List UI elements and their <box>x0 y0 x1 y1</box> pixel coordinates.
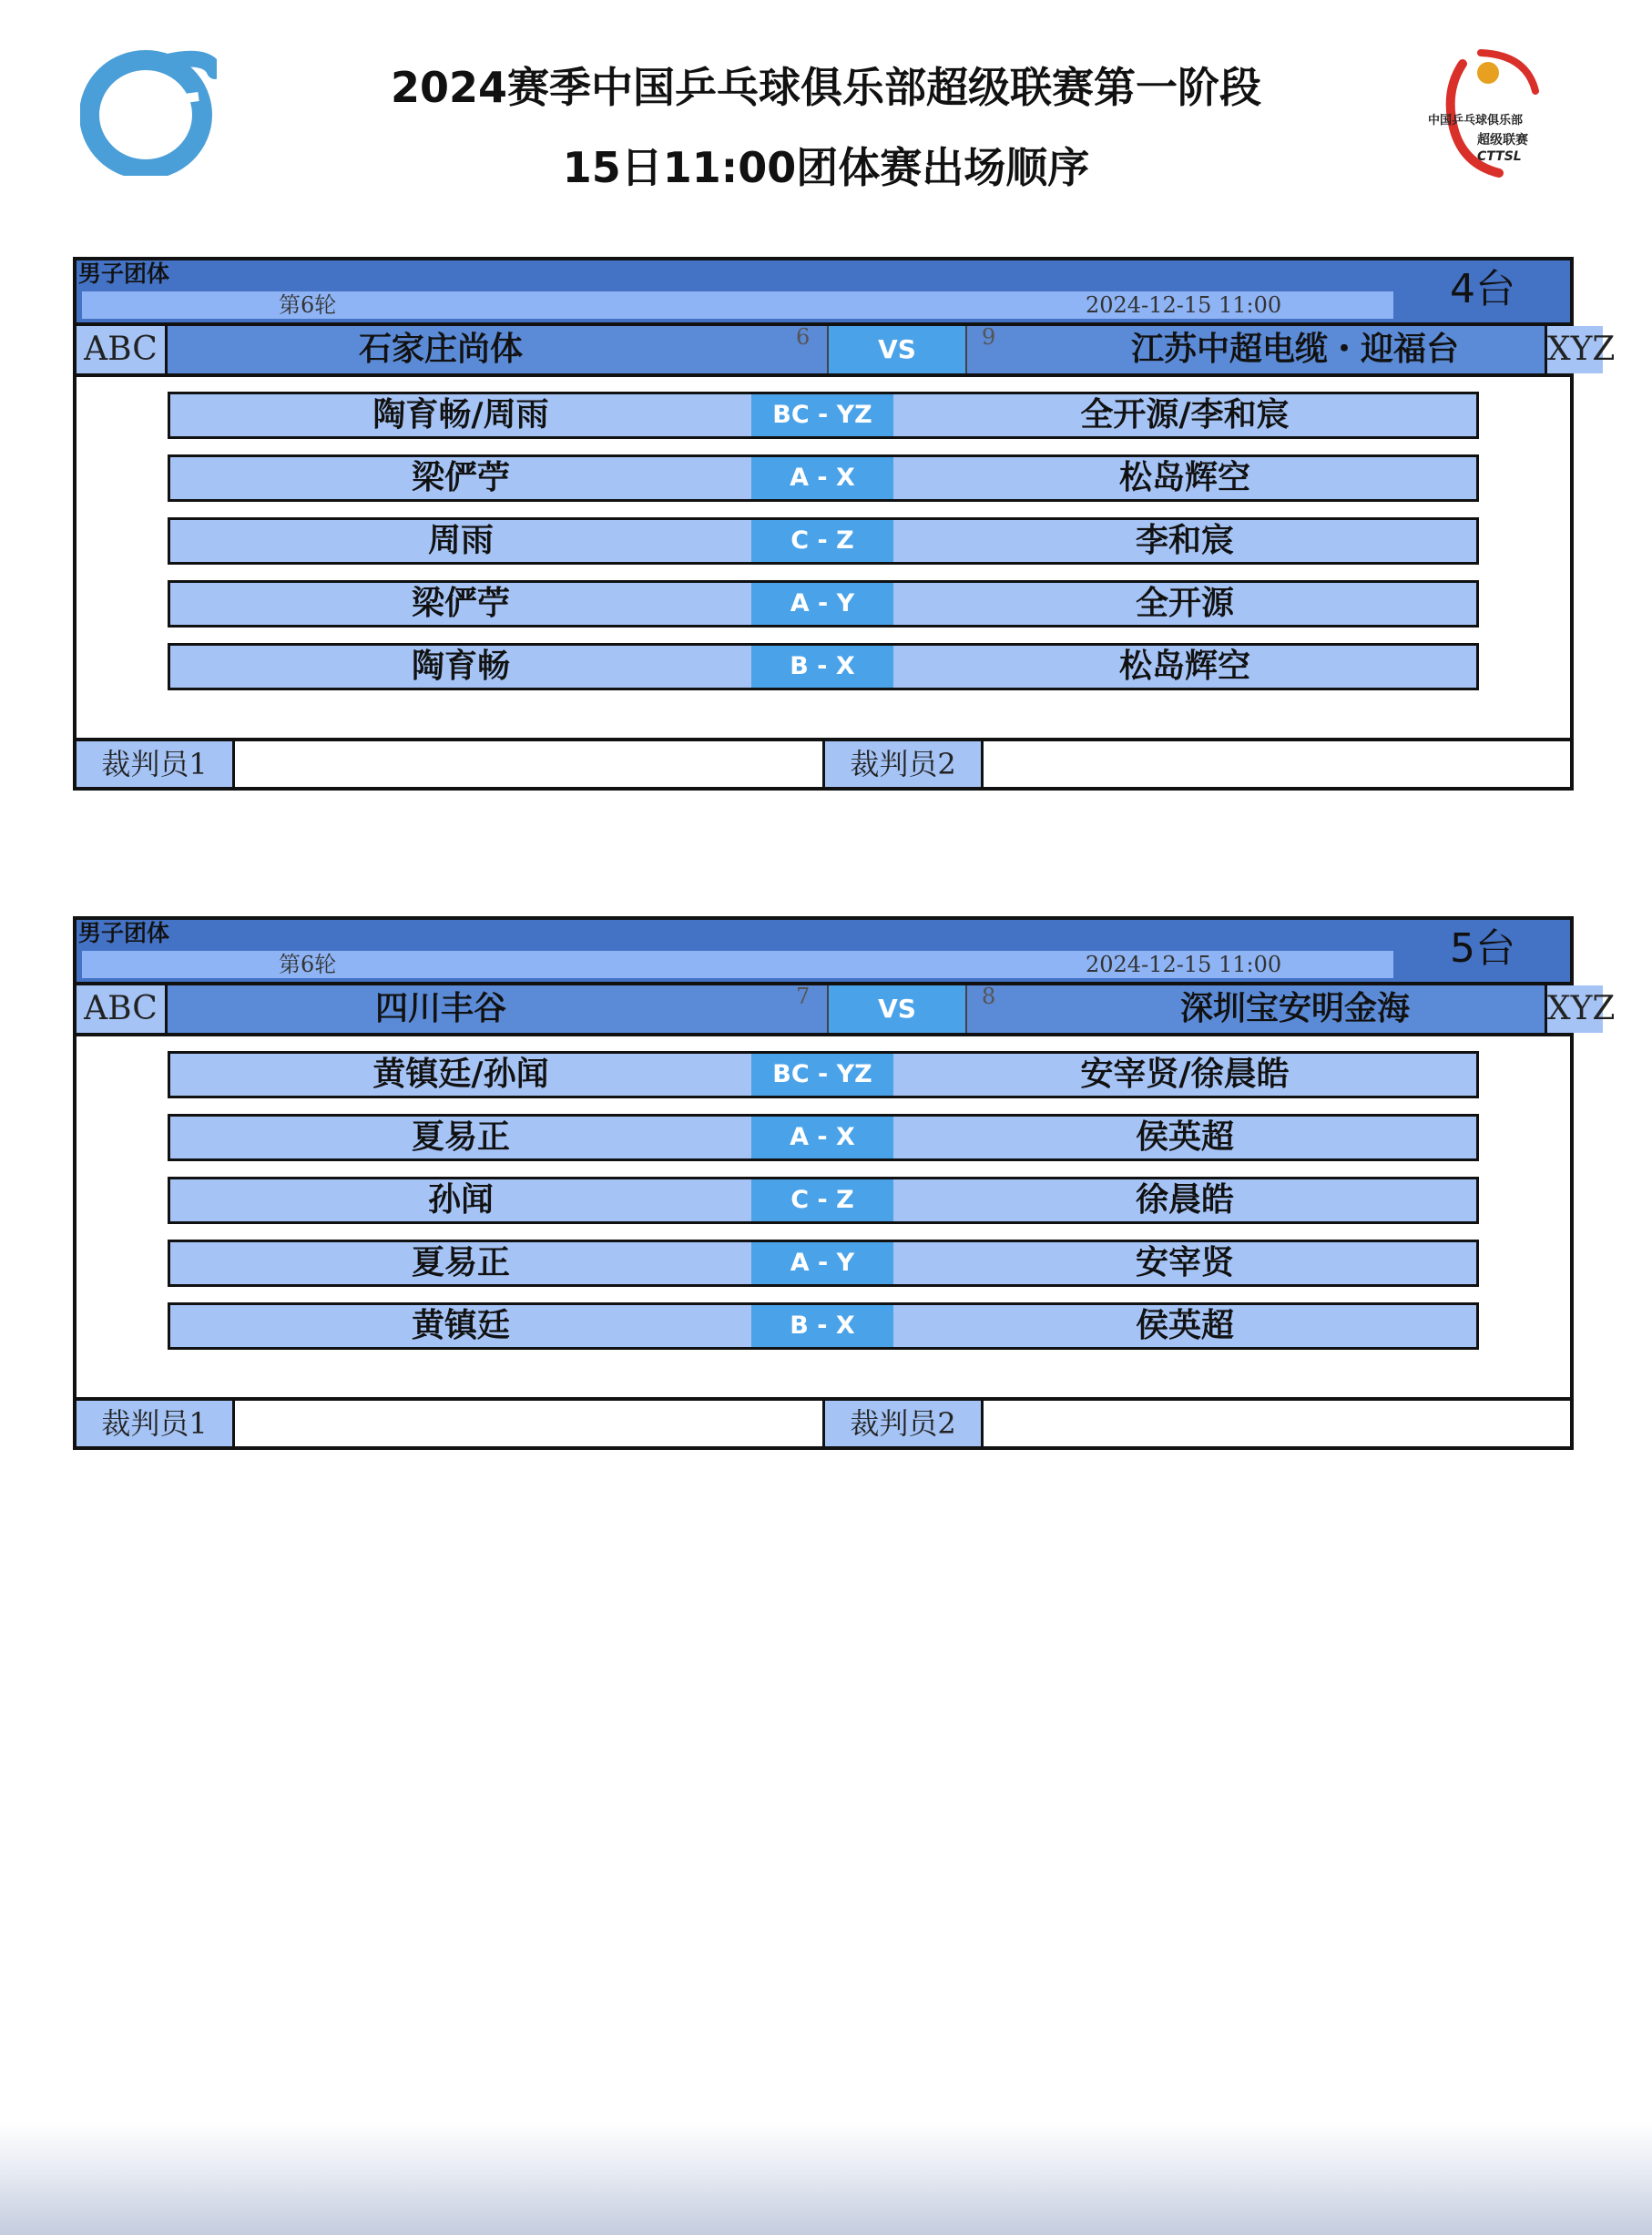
match-round: 第6轮 <box>279 292 337 318</box>
game-home-player: 夏易正 <box>411 1118 510 1156</box>
game-home-player: 梁俨苧 <box>411 585 510 622</box>
match-panel <box>73 916 1616 1450</box>
away-side-label: XYZ <box>1545 326 1603 373</box>
match-round: 第6轮 <box>279 952 337 977</box>
game-home-player: 夏易正 <box>411 1244 510 1281</box>
referee1-field[interactable] <box>235 1401 825 1446</box>
svg-text:T.T.A: T.T.A <box>113 117 175 145</box>
game-row <box>168 1114 1479 1161</box>
away-side-label: XYZ <box>1545 985 1603 1033</box>
game-away-player: 李和宸 <box>1135 522 1234 559</box>
game-away-player: 安宰贤/徐晨皓 <box>1080 1056 1290 1093</box>
games-list <box>76 1036 1570 1401</box>
game-away-player: 松岛辉空 <box>1118 459 1250 496</box>
game-code: C - Z <box>751 520 893 562</box>
game-away-player: 松岛辉空 <box>1118 648 1250 685</box>
table-number: 5台 <box>1450 925 1515 972</box>
game-row <box>168 517 1479 565</box>
away-team-cell <box>965 985 1545 1033</box>
game-code: B - X <box>751 646 893 688</box>
away-team-name: 深圳宝安明金海 <box>1179 990 1410 1027</box>
game-away-player: 侯英超 <box>1135 1118 1234 1156</box>
game-code: A - X <box>751 1117 893 1158</box>
home-team-number: 6 <box>796 324 811 350</box>
teams-row <box>76 984 1616 1036</box>
match-header <box>76 920 1570 985</box>
svg-text:中国乒乓球俱乐部: 中国乒乓球俱乐部 <box>1428 114 1524 128</box>
match-datetime: 2024-12-15 11:00 <box>1086 952 1282 977</box>
page-title: 2024赛季中国乒乓球俱乐部超级联赛第一阶段 <box>390 63 1262 112</box>
game-home-player: 黄镇廷 <box>411 1307 510 1344</box>
game-row <box>168 643 1479 690</box>
referee2-field[interactable] <box>984 741 1570 787</box>
away-team-name: 江苏中超电缆・迎福台 <box>1130 331 1459 368</box>
home-team-number: 7 <box>796 984 811 1009</box>
home-team-name: 石家庄尚体 <box>358 331 523 368</box>
match-info-bar <box>82 951 1393 978</box>
game-row <box>168 454 1479 502</box>
game-away-player: 全开源 <box>1135 585 1234 622</box>
vs-label: VS <box>829 985 965 1033</box>
game-row <box>168 580 1479 628</box>
games-list <box>76 377 1570 741</box>
game-home-player: 梁俨苧 <box>411 459 510 496</box>
game-away-player: 全开源/李和宸 <box>1080 396 1290 434</box>
game-home-player: 陶育畅 <box>411 648 510 685</box>
away-team-number: 8 <box>982 984 996 1009</box>
away-team-number: 9 <box>982 324 996 350</box>
home-team-cell <box>168 985 829 1033</box>
match-category: 男子团体 <box>78 920 170 946</box>
referee2-label: 裁判员2 <box>825 741 984 787</box>
game-code: A - Y <box>751 583 893 625</box>
match-info-bar <box>82 291 1393 319</box>
referee1-label: 裁判员1 <box>76 741 235 787</box>
match-panel <box>73 257 1616 791</box>
game-home-player: 黄镇廷/孙闻 <box>372 1056 549 1093</box>
game-home-player: 孙闻 <box>427 1181 494 1219</box>
game-away-player: 安宰贤 <box>1135 1244 1234 1281</box>
referee1-label: 裁判员1 <box>76 1401 235 1446</box>
game-away-player: 侯英超 <box>1135 1307 1234 1344</box>
referee2-field[interactable] <box>984 1401 1570 1446</box>
vs-label: VS <box>829 326 965 373</box>
game-code: A - X <box>751 457 893 499</box>
home-team-cell <box>168 326 829 373</box>
match-category: 男子团体 <box>78 260 170 287</box>
game-row <box>168 392 1479 439</box>
game-row <box>168 1051 1479 1098</box>
svg-text:超级联赛: 超级联赛 <box>1477 133 1528 148</box>
home-side-label: ABC <box>76 985 168 1033</box>
game-away-player: 徐晨皓 <box>1135 1181 1234 1219</box>
game-row <box>168 1240 1479 1287</box>
page-subtitle: 15日11:00团体赛出场顺序 <box>562 143 1090 192</box>
referee-row <box>76 741 1570 787</box>
away-team-cell <box>965 326 1545 373</box>
table-number: 4台 <box>1450 266 1515 312</box>
referee-row <box>76 1401 1570 1446</box>
game-code: B - X <box>751 1305 893 1347</box>
bottom-gradient <box>0 2122 1652 2235</box>
game-row <box>168 1302 1479 1350</box>
cttsl-logo <box>1426 36 1554 182</box>
referee2-label: 裁判员2 <box>825 1401 984 1446</box>
match-datetime: 2024-12-15 11:00 <box>1086 292 1282 318</box>
game-code: BC - YZ <box>751 1054 893 1096</box>
game-home-player: 周雨 <box>427 522 494 559</box>
teams-row <box>76 324 1616 377</box>
match-header <box>76 260 1570 326</box>
home-side-label: ABC <box>76 326 168 373</box>
game-row <box>168 1177 1479 1224</box>
cttsl-logo-icon <box>1426 36 1554 182</box>
game-code: C - Z <box>751 1179 893 1221</box>
referee1-field[interactable] <box>235 741 825 787</box>
home-team-name: 四川丰谷 <box>374 990 506 1027</box>
game-home-player: 陶育畅/周雨 <box>372 396 549 434</box>
game-code: BC - YZ <box>751 394 893 436</box>
svg-text:CTTSL: CTTSL <box>1477 149 1522 164</box>
game-code: A - Y <box>751 1242 893 1284</box>
